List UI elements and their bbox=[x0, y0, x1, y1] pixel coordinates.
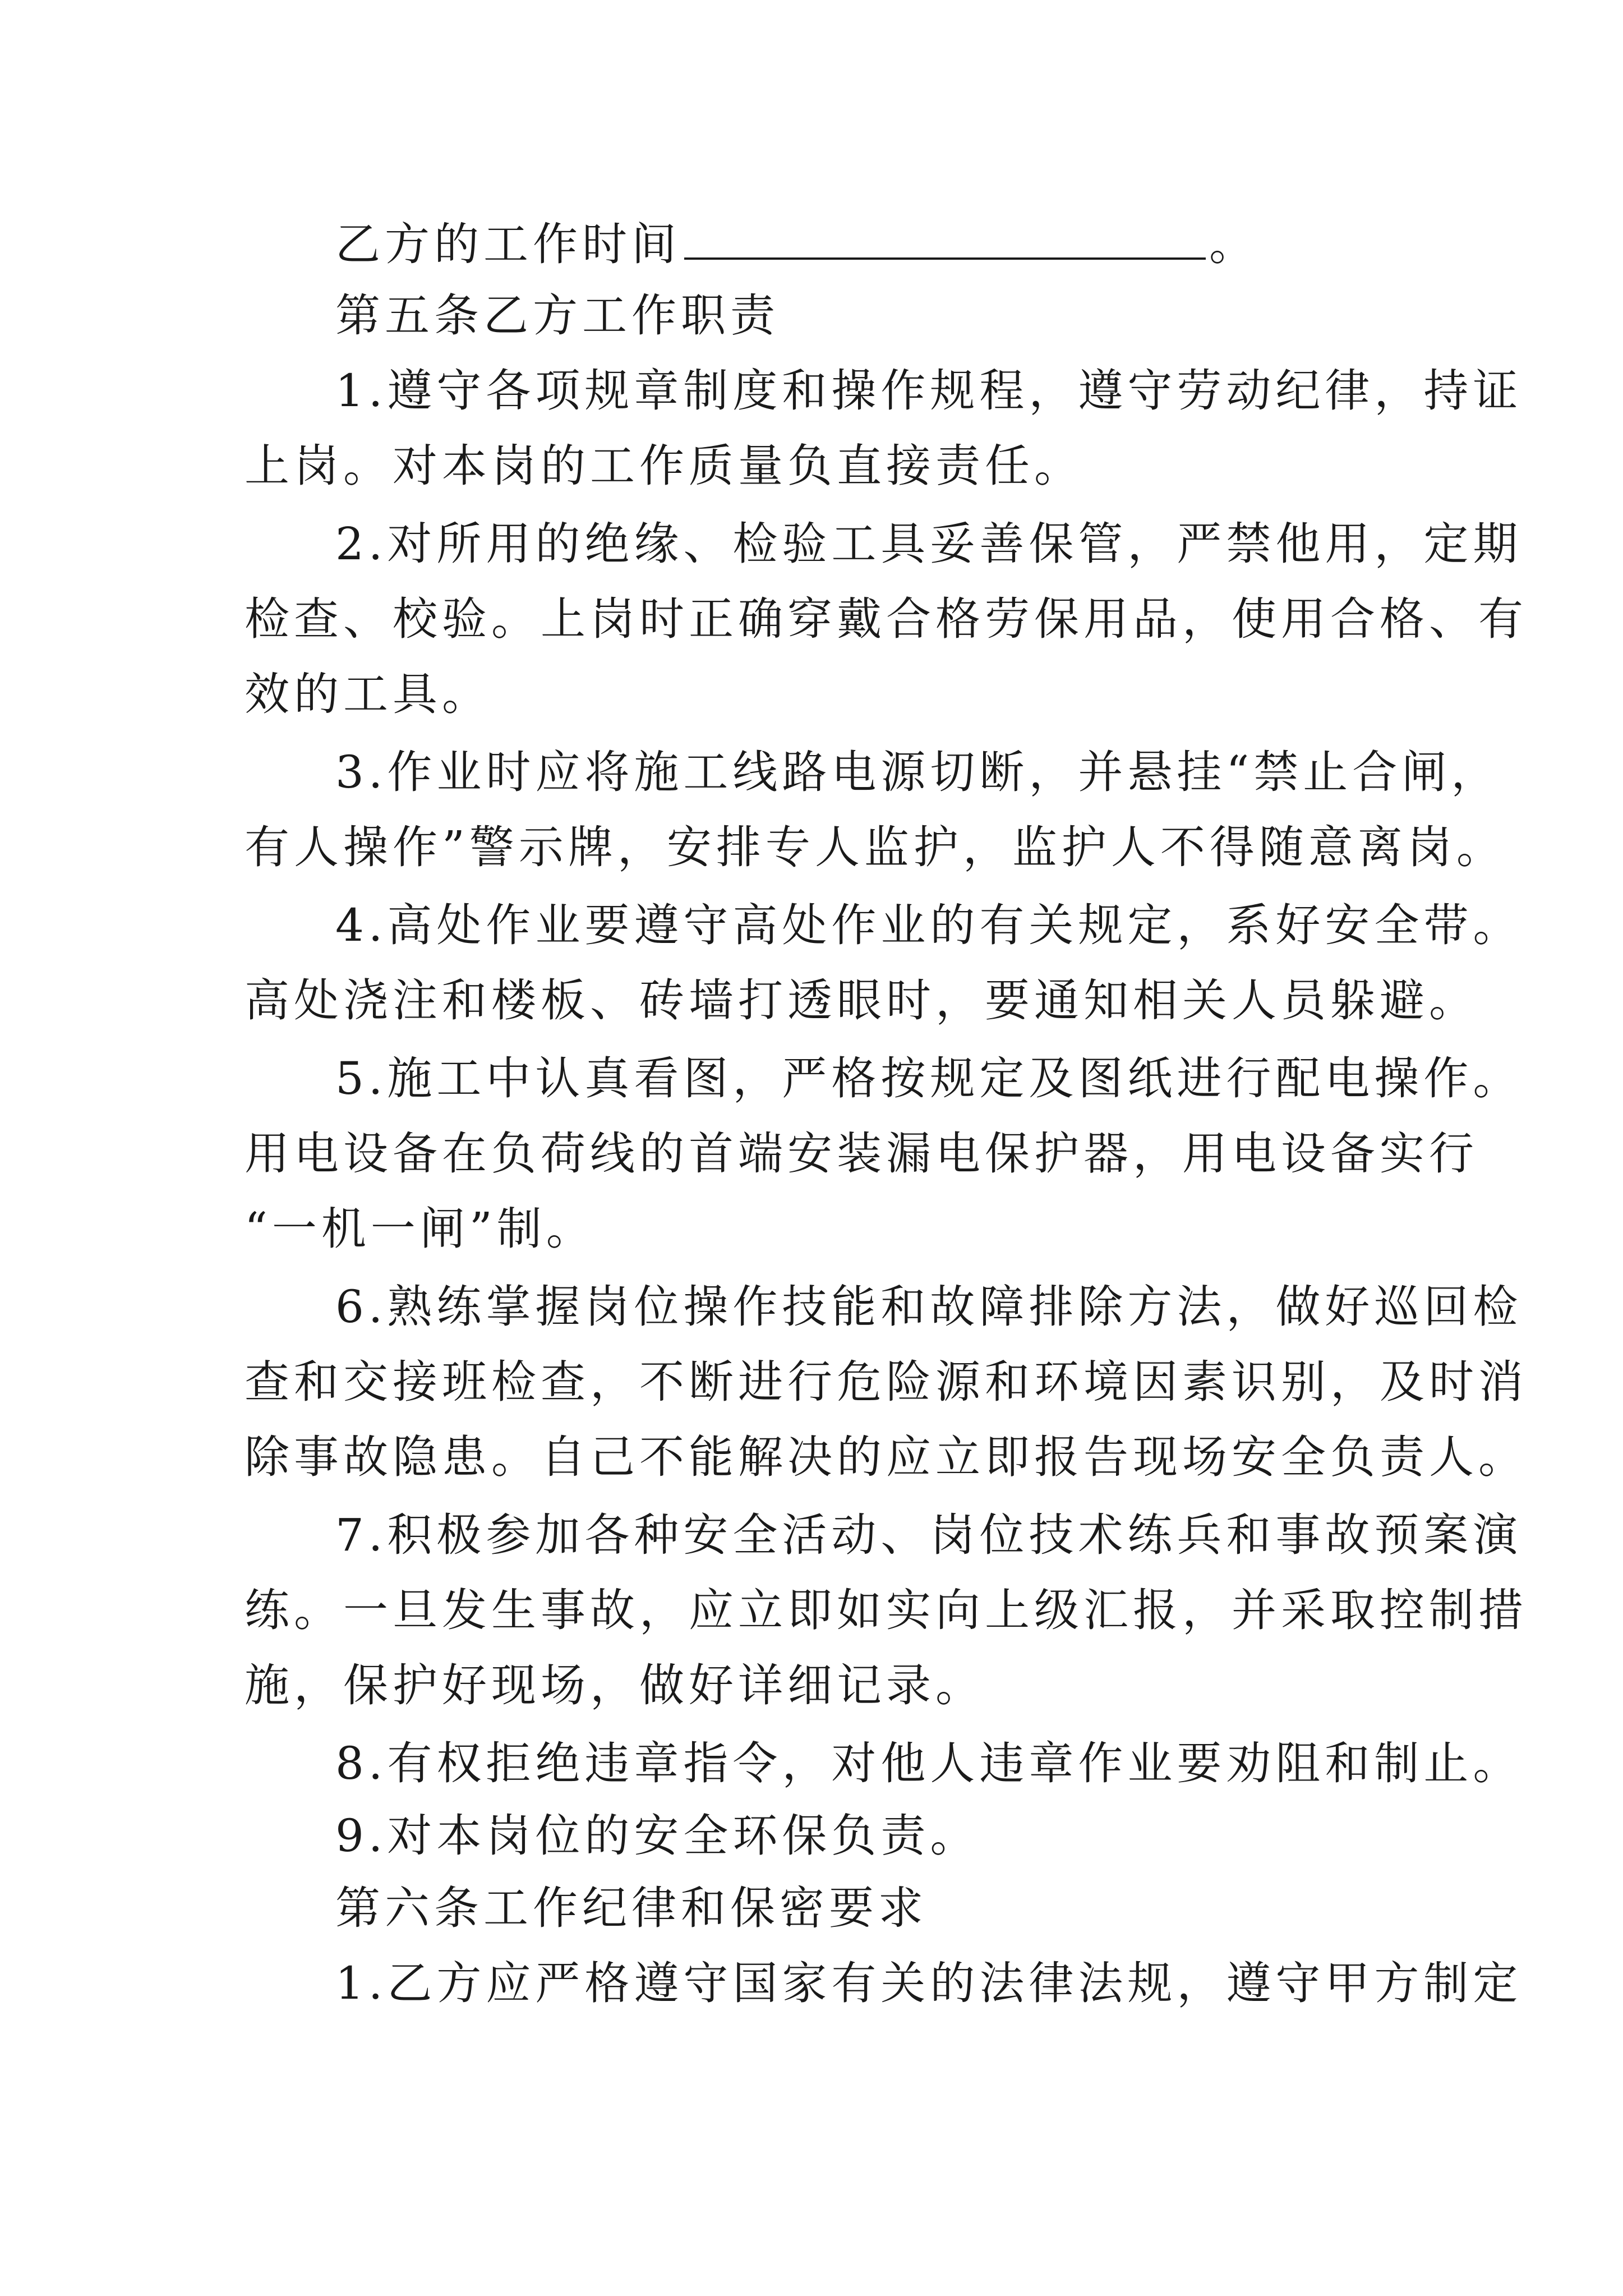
paragraph-line: 有人操作”警示牌，安排专人监护，监护人不得随意离岗。 bbox=[245, 821, 1506, 873]
paragraph-line: 练。一旦发生事故，应立即如实向上级汇报，并采取控制措 bbox=[245, 1584, 1528, 1636]
paragraph-line: 8.有权拒绝违章指令，对他人违章作业要劝阻和制止。 bbox=[335, 1737, 1523, 1789]
paragraph-line: 除事故隐患。自己不能解决的应立即报告现场安全负责人。 bbox=[245, 1431, 1528, 1483]
article-5-heading: 第五条乙方工作职责 bbox=[335, 289, 780, 342]
paragraph-line: 上岗。对本岗的工作质量负直接责任。 bbox=[245, 440, 1083, 492]
paragraph-line: 施，保护好现场，做好详细记录。 bbox=[245, 1659, 985, 1711]
paragraph-line: 9.对本岗位的安全环保负责。 bbox=[335, 1810, 980, 1862]
paragraph-line: 2.对所用的绝缘、检验工具妥善保管，严禁他用，定期 bbox=[335, 518, 1523, 570]
paragraph-line: 效的工具。 bbox=[245, 668, 491, 720]
paragraph-line: 1.乙方应严格遵守国家有关的法律法规，遵守甲方制定 bbox=[335, 1957, 1523, 2009]
paragraph-line: 用电设备在负荷线的首端安装漏电保护器，用电设备实行 bbox=[245, 1128, 1478, 1180]
paragraph-line: 5.施工中认真看图，严格按规定及图纸进行配电操作。 bbox=[335, 1052, 1523, 1105]
work-time-line bbox=[335, 213, 1258, 274]
article-6-heading: 第六条工作纪律和保密要求 bbox=[335, 1882, 928, 1934]
paragraph-line: 查和交接班检查，不断进行危险源和环境因素识别，及时消 bbox=[245, 1356, 1528, 1408]
work-time-period: 。 bbox=[1209, 218, 1258, 270]
paragraph-line: 3.作业时应将施工线路电源切断，并悬挂“禁止合闸， bbox=[335, 746, 1501, 798]
paragraph-line: 4.高处作业要遵守高处作业的有关规定，系好安全带。 bbox=[335, 899, 1523, 951]
paragraph-line: 6.熟练掌握岗位操作技能和故障排除方法，做好巡回检 bbox=[335, 1281, 1523, 1333]
work-time-label: 乙方的工作时间 bbox=[335, 218, 681, 270]
work-time-blank[interactable] bbox=[684, 213, 1206, 260]
paragraph-line: “一机一闸”制。 bbox=[245, 1203, 596, 1255]
paragraph-line: 1.遵守各项规章制度和操作规程，遵守劳动纪律，持证 bbox=[335, 365, 1523, 417]
paragraph-line: 7.积极参加各种安全活动、岗位技术练兵和事故预案演 bbox=[335, 1509, 1523, 1561]
paragraph-line: 高处浇注和楼板、砖墙打透眼时，要通知相关人员躲避。 bbox=[245, 974, 1478, 1027]
paragraph-line: 检查、校验。上岗时正确穿戴合格劳保用品，使用合格、有 bbox=[245, 593, 1528, 645]
